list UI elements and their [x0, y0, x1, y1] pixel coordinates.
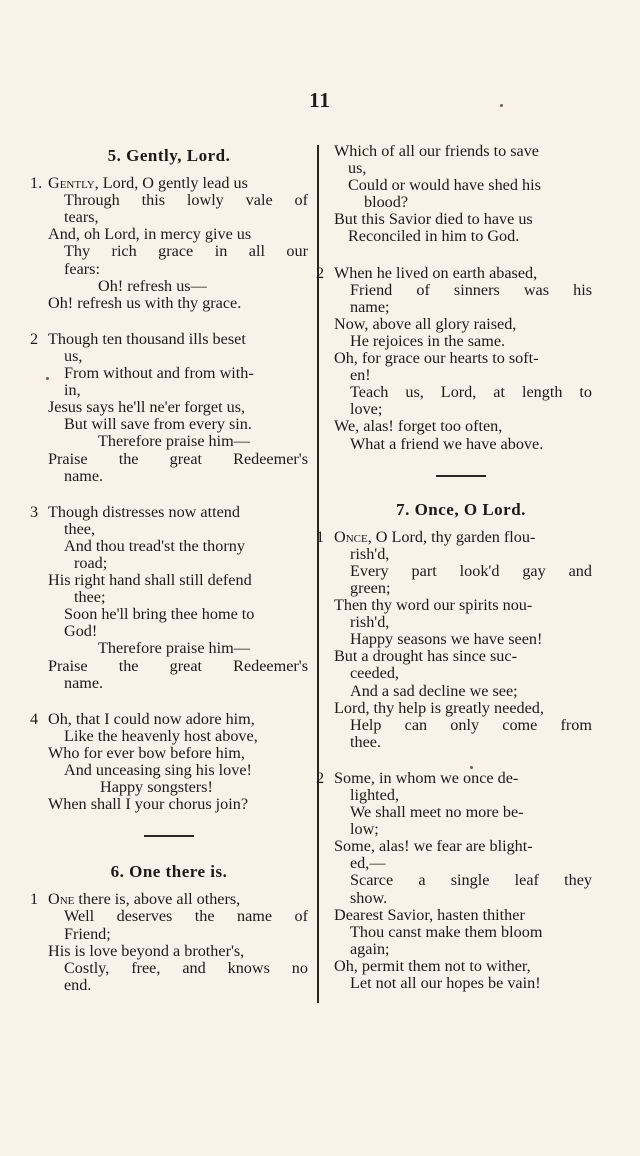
verse-line-text: Though ten thousand ills beset [48, 329, 246, 348]
verse-number: 1 [30, 890, 39, 909]
verse-number: 2 [316, 768, 325, 787]
verse-line: Friend of sinners was his [350, 280, 592, 299]
verse-line: name; [350, 297, 390, 316]
verse-line: We shall meet no more be- [350, 803, 524, 822]
verse-number: 1 [316, 527, 325, 546]
verse-line: end. [64, 975, 92, 994]
verse-line: And a sad decline we see; [350, 681, 518, 700]
verse-number: 1. [30, 174, 43, 193]
verse-line: love; [350, 400, 383, 419]
verse-line: us, [64, 346, 83, 365]
verse-line: But will save from every sin. [64, 415, 252, 434]
verse-line: When shall I your chorus join? [48, 795, 249, 814]
hymn-7-title: 7. Once, O Lord. [396, 499, 526, 519]
section-divider [144, 835, 194, 837]
verse-line: Could or would have shed his [348, 176, 541, 195]
verse-line-text: Oh, that I could now adore him, [48, 709, 255, 728]
hymn-7-verse-2 [316, 770, 592, 992]
verse-line: We, alas! forget too often, [334, 417, 503, 436]
left-column [30, 143, 308, 994]
verse-number: 3 [30, 502, 39, 521]
verse-line: Thy rich grace in all our [64, 242, 308, 261]
verse-line: again; [350, 939, 390, 958]
verse-line: But a drought has since suc- [334, 647, 517, 666]
hymn-6-verse-1-continued [330, 143, 592, 246]
verse-line [316, 529, 592, 546]
verse-line: Therefore praise him— [98, 639, 250, 658]
hymn-5-verse-1 [30, 175, 308, 312]
verse-line: Every part look'd gay and [350, 561, 592, 580]
verse-number: 2 [30, 329, 39, 348]
verse-line: Friend; [64, 924, 111, 943]
verse-line: us, [348, 159, 367, 178]
verse-line: Like the heavenly host above, [64, 726, 258, 745]
verse-line-text: , Lord, O gently lead us [94, 174, 248, 193]
verse-line: What a friend we have above. [350, 434, 544, 453]
verse-line: fears: [64, 259, 100, 278]
verse-line: His is love beyond a brother's, [48, 941, 245, 960]
verse-line: Praise the great Redeemer's [48, 449, 308, 468]
first-word: One [48, 890, 75, 909]
verse-line: And unceasing sing his love! [64, 761, 252, 779]
verse-line: Oh, permit them not to wither, [334, 956, 531, 975]
verse-line-text: Some, in whom we once de- [334, 768, 519, 787]
verse-line-text: Though distresses now attend [48, 502, 240, 521]
verse-line: thee. [350, 732, 382, 751]
verse-line: But this Savior died to have us [334, 210, 533, 229]
verse-line: And thou tread'st the thorny [64, 536, 245, 555]
verse-line: thee; [74, 588, 106, 607]
verse-line: He rejoices in the same. [350, 331, 506, 350]
verse-line-text: , O Lord, thy garden flou- [367, 527, 536, 546]
verse-line [316, 770, 592, 787]
verse-line: Some, alas! we fear are blight- [334, 837, 533, 856]
verse-line: lighted, [350, 786, 400, 804]
verse-line: Through this lowly vale of [64, 191, 308, 210]
verse-line: Oh, for grace our hearts to soft- [334, 349, 539, 368]
verse-line: His right hand shall still defend [48, 571, 252, 590]
verse-line: Scarce a single leaf they [350, 871, 592, 890]
verse-number: 4 [30, 709, 39, 728]
verse-line: thee, [64, 519, 96, 538]
verse-line: From without and from with- [64, 364, 254, 383]
verse-line: Let not all our hopes be vain! [350, 974, 541, 993]
verse-line: en! [350, 366, 371, 385]
verse-line: Soon he'll bring thee home to [64, 605, 255, 624]
page-number: 11 [309, 88, 331, 112]
verse-line: Now, above all glory raised, [334, 314, 517, 333]
verse-line-text: there is, above all others, [74, 890, 241, 909]
first-word: Gently [48, 174, 95, 193]
verse-line [30, 711, 308, 728]
verse-line [30, 331, 308, 348]
verse-line: Reconciled in him to God. [348, 227, 520, 246]
first-word: Once [334, 527, 368, 546]
verse-line: Happy seasons we have seen! [350, 630, 543, 649]
hymn-6-verse-1 [30, 891, 308, 994]
verse-number: 2 [316, 263, 325, 282]
verse-line: Help can only come from [350, 715, 592, 734]
verse-line: Well deserves the name of [64, 907, 308, 926]
verse-line: Praise the great Redeemer's [48, 656, 308, 675]
verse-line: Happy songsters! [100, 778, 213, 797]
verse-line: low; [350, 820, 379, 839]
verse-line: road; [74, 553, 108, 572]
verse-line: God! [64, 622, 98, 641]
verse-line: show. [350, 888, 388, 907]
verse-line: rish'd, [350, 613, 390, 632]
verse-line: blood? [364, 193, 409, 212]
verse-line: Teach us, Lord, at length to [350, 383, 592, 402]
verse-line: Costly, free, and knows no [64, 958, 308, 977]
verse-line: Which of all our friends to save [334, 142, 539, 160]
verse-line: Then thy word our spirits nou- [334, 596, 533, 615]
hymn-5-title: 5. Gently, Lord. [107, 146, 231, 165]
verse-line: Therefore praise him— [98, 432, 250, 451]
hymn-6-title: 6. One there is. [110, 862, 228, 882]
verse-line: Jesus says he'll ne'er forget us, [48, 398, 246, 417]
hymn-7-verse-1 [316, 529, 592, 751]
verse-line: ceeded, [350, 664, 399, 683]
verse-line: Thou canst make them bloom [350, 922, 543, 941]
verse-line [316, 265, 592, 282]
right-column [316, 142, 592, 993]
verse-line-text: When he lived on earth abased, [334, 263, 538, 282]
print-speck [500, 104, 503, 107]
verse-line: rish'd, [350, 544, 390, 563]
verse-line: ed,— [350, 854, 386, 873]
verse-line: name. [64, 673, 104, 692]
verse-line: name. [64, 466, 104, 485]
verse-line: in, [64, 381, 81, 400]
verse-line [30, 504, 308, 521]
verse-line: Oh! refresh us— [98, 276, 207, 295]
verse-line: tears, [64, 208, 99, 227]
verse-line: Dearest Savior, hasten thither [334, 905, 525, 924]
verse-line: Who for ever bow before him, [48, 743, 245, 762]
verse-line: green; [350, 578, 391, 597]
verse-line: Oh! refresh us with thy grace. [48, 293, 242, 312]
verse-line: And, oh Lord, in mercy give us [48, 225, 252, 244]
verse-line [30, 891, 308, 908]
hymn-5-verse-4 [30, 711, 308, 814]
verse-line: Lord, thy help is greatly needed, [334, 698, 544, 717]
hymn-5-verse-3 [30, 504, 308, 692]
hymn-6-verse-2 [316, 265, 592, 453]
hymn-5-verse-2 [30, 331, 308, 485]
verse-line [30, 175, 308, 192]
section-divider [436, 475, 486, 477]
